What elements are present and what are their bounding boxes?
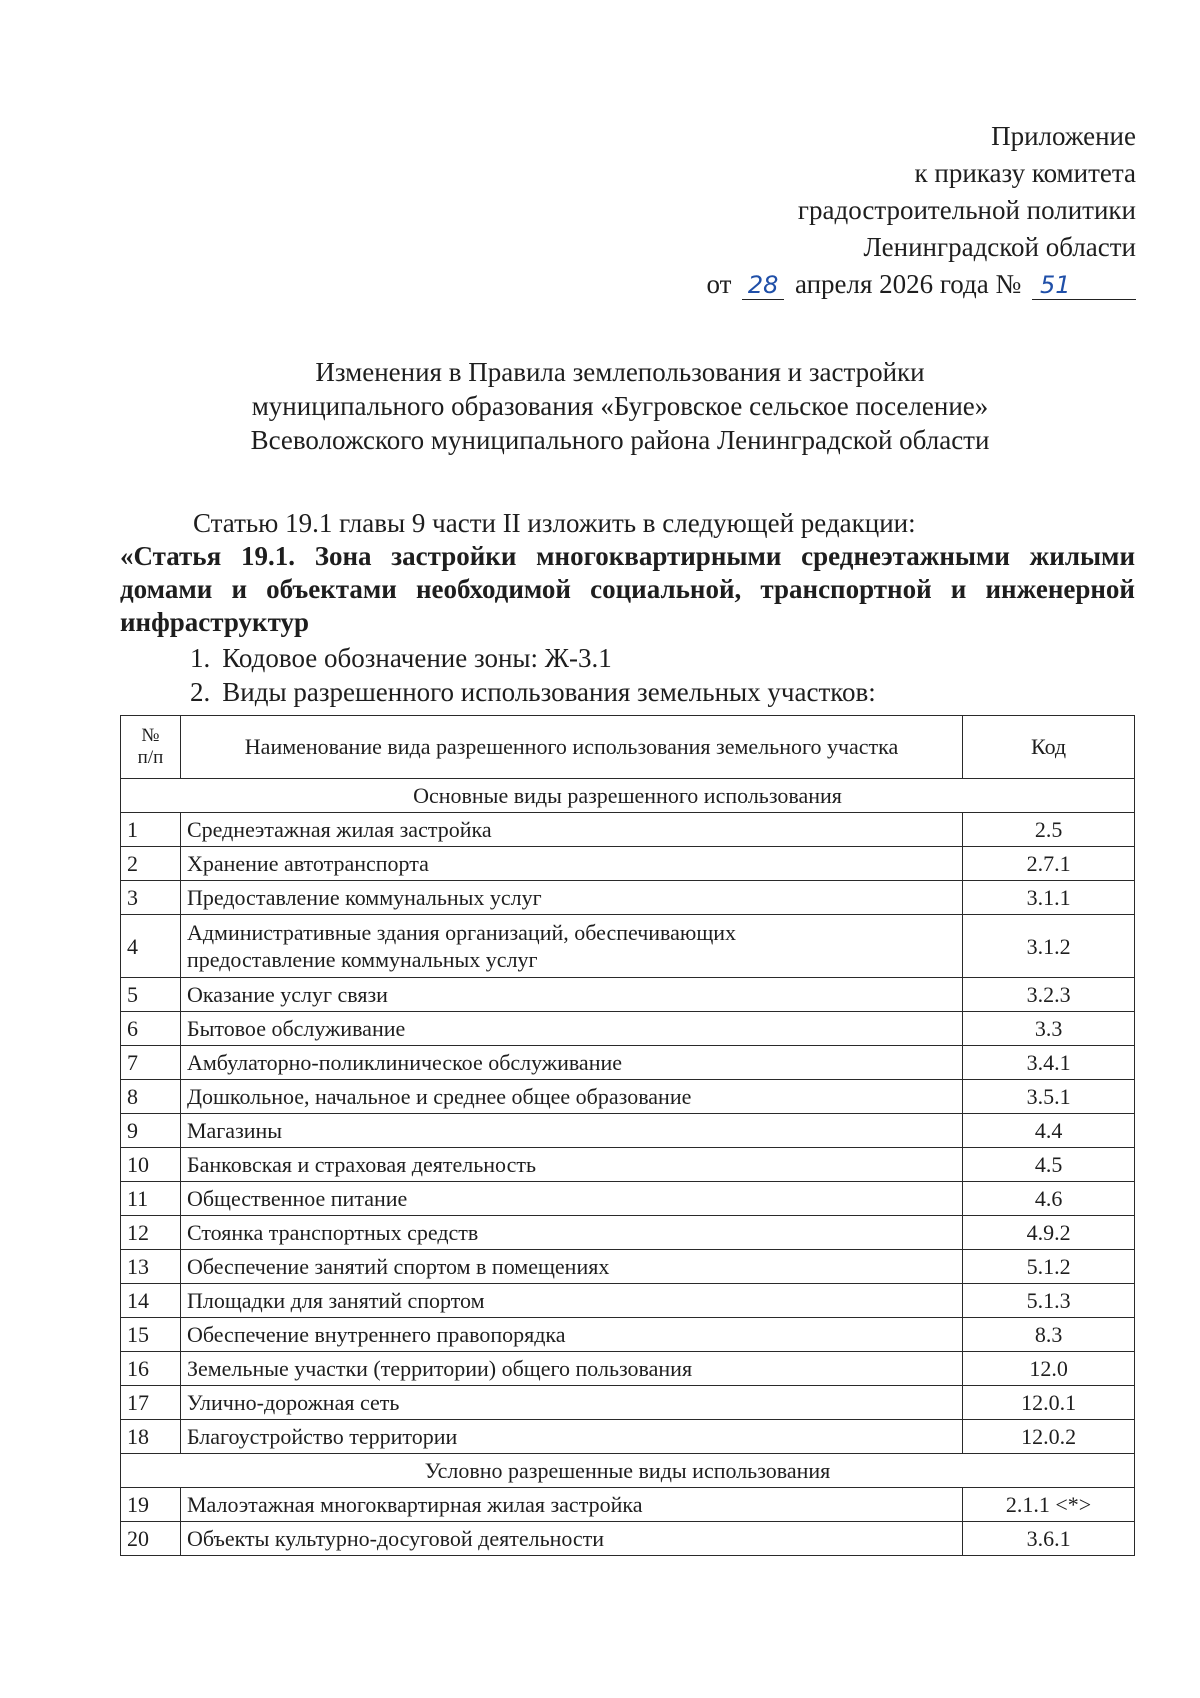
table-row [121, 1522, 1135, 1556]
row-code: 3.3 [963, 1012, 1135, 1046]
row-name-line: Улично-дорожная сеть [186, 1389, 400, 1415]
table-row [121, 1080, 1135, 1114]
column-header-name: Наименование вида разрешенного использования земельного участка [180, 716, 962, 779]
section-heading: Условно разрешенные виды использования [121, 1454, 1135, 1488]
table-section-row [121, 1454, 1135, 1488]
row-name [180, 1148, 962, 1182]
table-body [121, 779, 1135, 1556]
list-item-number: 1. [190, 643, 211, 673]
row-name [180, 1522, 962, 1556]
list-item [190, 675, 876, 709]
row-number: 5 [121, 978, 181, 1012]
row-name-line: Магазины [186, 1117, 283, 1143]
document-title [120, 355, 1120, 457]
list-item-text: Кодовое обозначение зоны: Ж-3.1 [222, 643, 612, 673]
row-name [180, 1012, 962, 1046]
row-code: 12.0.2 [963, 1420, 1135, 1454]
table-row [121, 1148, 1135, 1182]
row-name [180, 1284, 962, 1318]
header-number-line: № [141, 725, 160, 746]
row-name-line: Предоставление коммунальных услуг [186, 884, 542, 910]
row-name-line: Объекты культурно-досуговой деятельности [186, 1525, 605, 1551]
row-number: 19 [121, 1488, 181, 1522]
column-header-code: Код [963, 716, 1135, 779]
row-name [180, 1250, 962, 1284]
table-row [121, 1012, 1135, 1046]
table-header-row [121, 716, 1135, 779]
table-row [121, 978, 1135, 1012]
title-line: Всеволожского муниципального района Ленинградской области [250, 425, 990, 455]
from-label: от [706, 269, 732, 299]
row-number: 18 [121, 1420, 181, 1454]
row-number: 10 [121, 1148, 181, 1182]
row-code: 12.0.1 [963, 1386, 1135, 1420]
row-number: 1 [121, 813, 181, 847]
row-code: 12.0 [963, 1352, 1135, 1386]
row-code: 3.5.1 [963, 1080, 1135, 1114]
table-row [121, 1386, 1135, 1420]
table-row [121, 1318, 1135, 1352]
row-number: 14 [121, 1284, 181, 1318]
row-name-line: Общественное питание [186, 1185, 408, 1211]
list-item-text: Виды разрешенного использования земельных участков: [222, 677, 876, 707]
row-code: 3.4.1 [963, 1046, 1135, 1080]
row-name-line: предоставление коммунальных услуг [186, 947, 538, 972]
row-name [180, 881, 962, 915]
month-year-label: апреля 2026 года № [794, 269, 1022, 299]
row-number: 17 [121, 1386, 181, 1420]
row-name-line: Малоэтажная многоквартирная жилая застройка [186, 1491, 643, 1517]
numbered-list [190, 641, 876, 709]
row-code: 2.1.1 <*> [963, 1488, 1135, 1522]
table-row [121, 1182, 1135, 1216]
table-row [121, 1420, 1135, 1454]
table-row [121, 1352, 1135, 1386]
row-code: 3.6.1 [963, 1522, 1135, 1556]
land-use-table [120, 715, 1135, 1556]
table-row [121, 847, 1135, 881]
appendix-line: Приложение [991, 121, 1136, 151]
header-number-line: п/п [137, 747, 164, 768]
row-name-line: Оказание услуг связи [186, 981, 388, 1007]
row-name-line: Благоустройство территории [186, 1423, 458, 1449]
row-name-line: Среднеэтажная жилая застройка [186, 816, 492, 842]
row-name [180, 1046, 962, 1080]
row-name-line: Обеспечение занятий спортом в помещениях [186, 1253, 610, 1279]
row-name-line: Банковская и страховая деятельность [186, 1151, 536, 1177]
row-name-line: Стоянка транспортных средств [186, 1219, 479, 1245]
section-heading: Основные виды разрешенного использования [121, 779, 1135, 813]
order-date-line [706, 266, 1136, 303]
row-name [180, 1318, 962, 1352]
row-name-line: Площадки для занятий спортом [186, 1287, 485, 1313]
title-line: Изменения в Правила землепользования и застройки [315, 357, 925, 387]
table-row [121, 1284, 1135, 1318]
column-header-number [121, 716, 181, 779]
table-row [121, 915, 1135, 978]
row-code: 5.1.3 [963, 1284, 1135, 1318]
row-number: 20 [121, 1522, 181, 1556]
table-row [121, 1046, 1135, 1080]
row-number: 4 [121, 915, 181, 978]
row-number: 8 [121, 1080, 181, 1114]
row-number: 13 [121, 1250, 181, 1284]
row-name [180, 1216, 962, 1250]
row-name [180, 1114, 962, 1148]
appendix-line: градостроительной политики [797, 195, 1136, 225]
table-row [121, 1250, 1135, 1284]
intro-paragraph: Статью 19.1 главы 9 части II изложить в следующей редакции: [193, 508, 916, 538]
row-number: 15 [121, 1318, 181, 1352]
row-name [180, 1420, 962, 1454]
row-name [180, 813, 962, 847]
row-number: 12 [121, 1216, 181, 1250]
row-number: 3 [121, 881, 181, 915]
row-code: 4.6 [963, 1182, 1135, 1216]
row-number: 2 [121, 847, 181, 881]
row-code: 4.9.2 [963, 1216, 1135, 1250]
row-code: 2.5 [963, 813, 1135, 847]
row-name [180, 915, 962, 978]
row-name-line: Амбулаторно-поликлиническое обслуживание [186, 1049, 623, 1075]
row-name-line: Дошкольное, начальное и среднее общее образование [186, 1083, 692, 1109]
row-number: 6 [121, 1012, 181, 1046]
table-row [121, 1216, 1135, 1250]
row-number: 16 [121, 1352, 181, 1386]
row-name-line: Земельные участки (территории) общего пользования [186, 1355, 693, 1381]
row-code: 2.7.1 [963, 847, 1135, 881]
article-heading: «Статья 19.1. Зона застройки многоквартирными среднеэтажными жилыми домами и объектами необходимой социальной, транспортной и инженерной инфраструктур [120, 541, 1135, 637]
table-row [121, 881, 1135, 915]
row-code: 3.1.2 [963, 915, 1135, 978]
row-code: 4.4 [963, 1114, 1135, 1148]
table-section-row [121, 779, 1135, 813]
row-name-line: Хранение автотранспорта [186, 850, 429, 876]
row-number: 11 [121, 1182, 181, 1216]
list-item-number: 2. [190, 677, 211, 707]
row-code: 3.1.1 [963, 881, 1135, 915]
row-code: 5.1.2 [963, 1250, 1135, 1284]
row-name [180, 1080, 962, 1114]
row-name-line: Обеспечение внутреннего правопорядка [186, 1321, 566, 1347]
handwritten-order-number: 51 [1032, 272, 1136, 300]
row-name [180, 1352, 962, 1386]
handwritten-day: 28 [742, 272, 784, 300]
row-name [180, 1488, 962, 1522]
appendix-line: Ленинградской области [863, 232, 1136, 262]
row-number: 9 [121, 1114, 181, 1148]
row-name [180, 978, 962, 1012]
appendix-line: к приказу комитета [914, 158, 1136, 188]
row-code: 8.3 [963, 1318, 1135, 1352]
row-code: 4.5 [963, 1148, 1135, 1182]
appendix-block [706, 118, 1136, 303]
table-row [121, 813, 1135, 847]
title-line: муниципального образования «Бугровское сельское поселение» [251, 391, 989, 421]
row-name [180, 847, 962, 881]
row-number: 7 [121, 1046, 181, 1080]
row-name [180, 1386, 962, 1420]
table-row [121, 1488, 1135, 1522]
list-item [190, 641, 876, 675]
row-code: 3.2.3 [963, 978, 1135, 1012]
row-name-line: Бытовое обслуживание [186, 1015, 406, 1041]
table-row [121, 1114, 1135, 1148]
row-name-line: Административные здания организаций, обеспечивающих [186, 920, 737, 945]
row-name [180, 1182, 962, 1216]
